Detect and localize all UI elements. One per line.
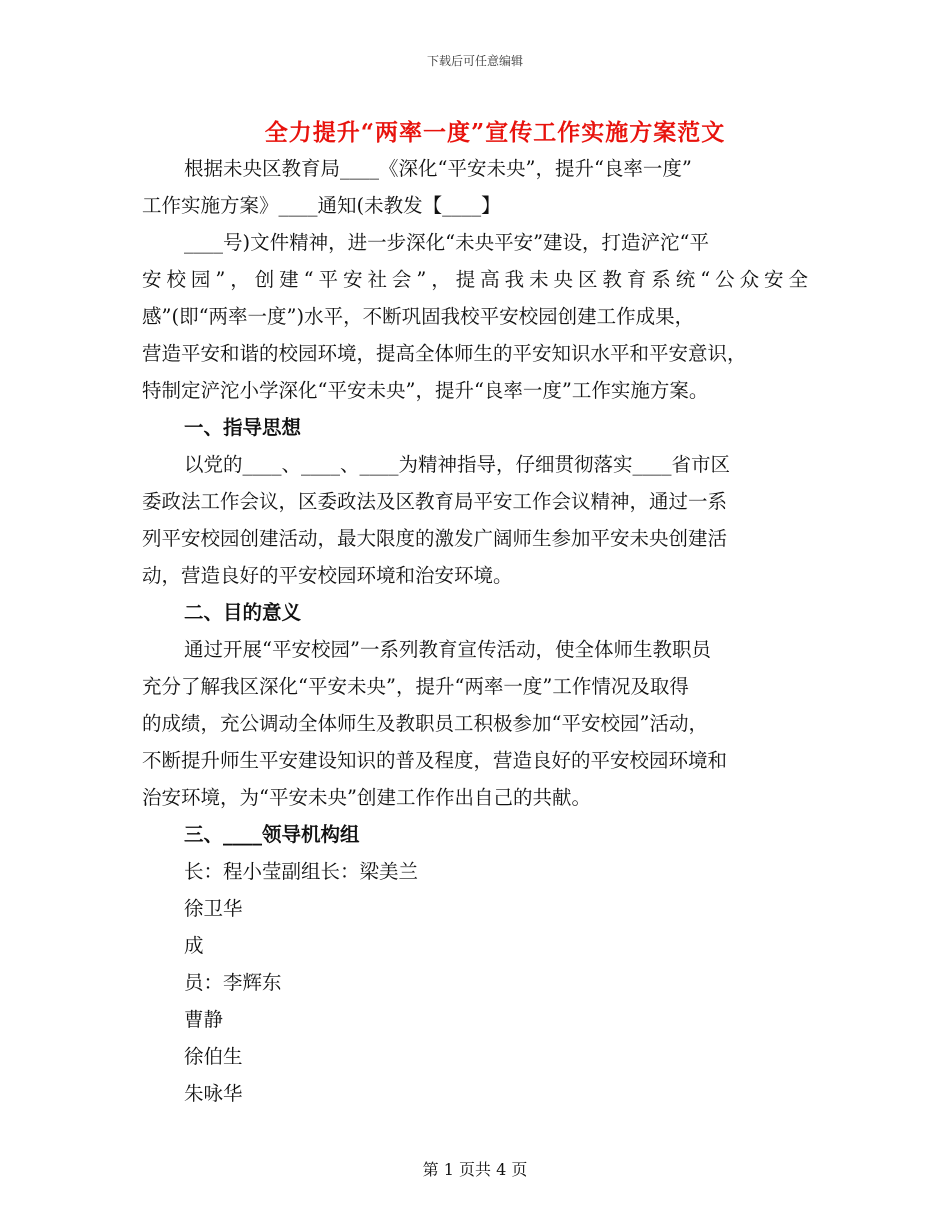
section-heading-purpose: 二、目的意义: [184, 601, 302, 624]
paragraph-line: 委政法工作会议，区委政法及区教育局平安工作会议精神，通过一系: [142, 490, 728, 513]
section-heading-leadership: 三、____领导机构组: [184, 823, 360, 846]
paragraph-line: 通过开展“平安校园”一系列教育宣传活动，使全体师生教职员: [184, 638, 711, 661]
paragraph-line: 工作实施方案》____通知(未教发【____】: [142, 194, 501, 217]
paragraph-line: 的成绩，充公调动全体师生及教职员工积极参加“平安校园”活动，: [142, 712, 708, 735]
document-title: 全力提升“两率一度”宣传工作实施方案范文: [264, 119, 726, 146]
paragraph-line: 充分了解我区深化“平安未央”，提升“两率一度”工作情况及取得: [142, 675, 689, 698]
member-line: 徐卫华: [184, 897, 243, 920]
paragraph-line: 以党的____、____、____为精神指导，仔细贯彻落实____省市区: [184, 453, 731, 476]
paragraph-line: 营造平安和谐的校园环境，提高全体师生的平安知识水平和平安意识，: [142, 342, 747, 365]
paragraph-line: 不断提升师生平安建设知识的普及程度，营造良好的平安校园环境和: [142, 749, 728, 772]
paragraph-line: 感”(即“两率一度”)水平，不断巩固我校平安校园创建工作成果，: [142, 305, 695, 328]
page-header-note: 下载后可任意编辑: [426, 54, 523, 68]
member-line: 朱咏华: [184, 1082, 243, 1105]
paragraph-line: ____号)文件精神，进一步深化“未央平安”建设，打造浐沱“平: [184, 231, 710, 254]
paragraph-line: 列平安校园创建活动，最大限度的激发广阔师生参加平安未央创建活: [142, 527, 728, 550]
paragraph-line: 特制定浐沱小学深化“平安未央”，提升“良率一度”工作实施方案。: [142, 379, 709, 402]
page-footer-number: 第 1 页共 4 页: [422, 1160, 528, 1179]
paragraph-line: 治安环境，为“平安未央”创建工作作出自己的共献。: [142, 786, 591, 809]
member-line: 长：程小莹副组长：梁美兰: [184, 860, 419, 883]
document-body: [142, 150, 808, 1112]
paragraph-line: 安校园”，创建“平安社会”，提高我未央区教育系统“公众安全: [142, 268, 808, 291]
member-line: 曹静: [184, 1008, 224, 1031]
paragraph-line: 根据未央区教育局____《深化“平安未央”，提升“良率一度”: [184, 157, 692, 180]
paragraph-line: 动，营造良好的平安校园环境和治安环境。: [142, 564, 513, 587]
section-heading-guiding-ideology: 一、指导思想: [184, 416, 302, 439]
member-line: 成: [184, 934, 204, 957]
member-line: 员：李辉东: [184, 971, 282, 994]
member-line: 徐伯生: [184, 1045, 243, 1068]
